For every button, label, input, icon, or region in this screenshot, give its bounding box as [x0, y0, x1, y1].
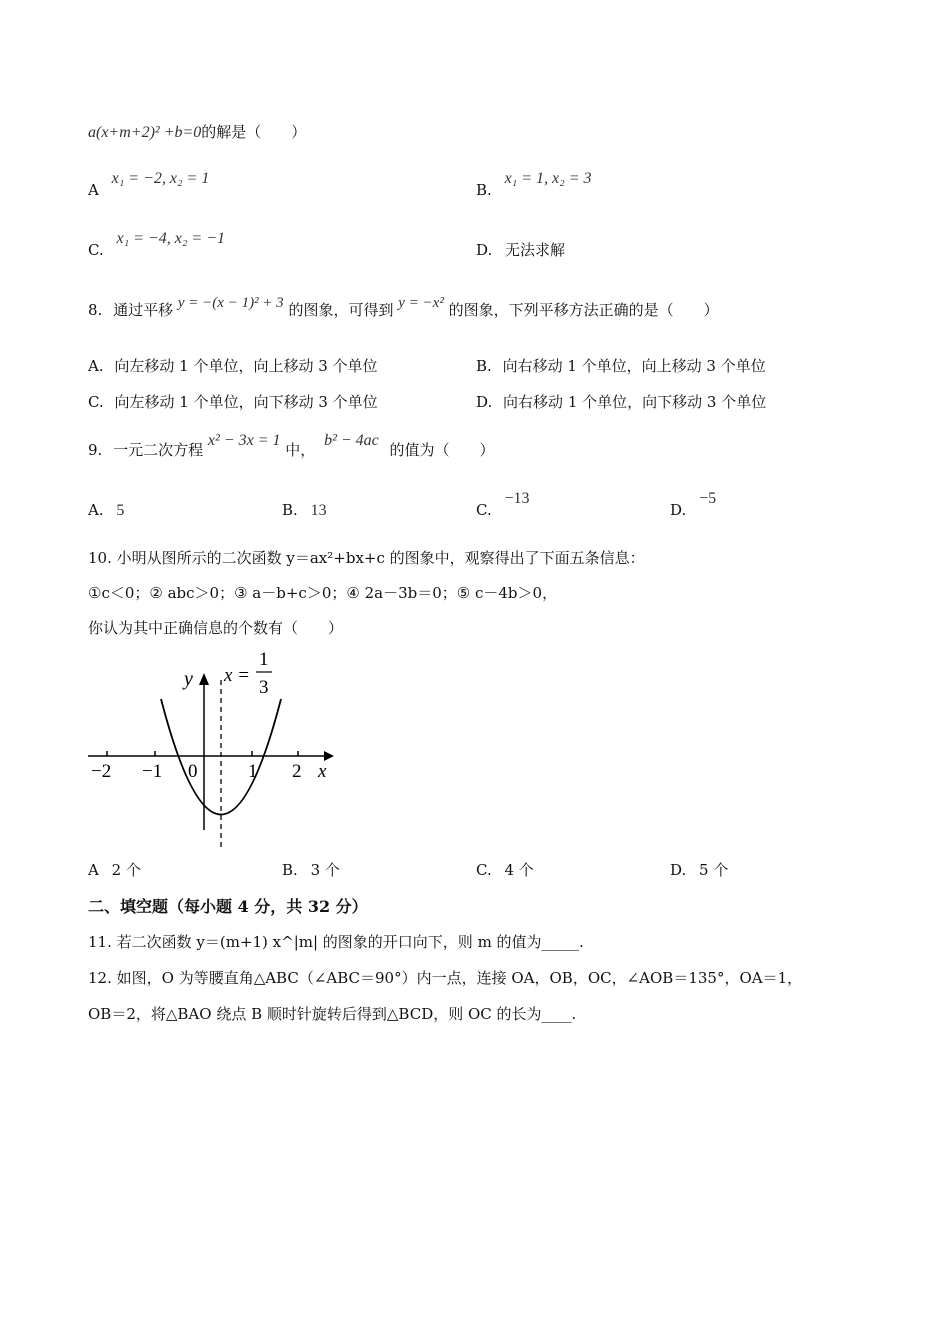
- q8-option-b-label: B.: [476, 357, 492, 375]
- y-axis-arrow: [199, 673, 209, 685]
- q10-option-d-label: D.: [670, 861, 687, 879]
- q9-option-d-text: −5: [699, 490, 717, 507]
- q7-option-c: [88, 230, 226, 261]
- tick-label-neg1: −1: [142, 761, 163, 782]
- y-label: y: [184, 668, 193, 690]
- q7-option-d-text: 无法求解: [505, 241, 566, 259]
- q8-pre: 通过平移: [113, 301, 174, 319]
- q8-option-c: [88, 392, 378, 412]
- tick-label-1: 1: [248, 761, 258, 782]
- q7-option-a: [88, 170, 210, 201]
- section-2-title: 二、填空题（每小题 4 分，共 32 分）: [88, 897, 368, 916]
- q8-number: 8.: [88, 301, 103, 319]
- q8-option-a: [88, 356, 378, 376]
- tick-label-2: 2: [292, 761, 302, 782]
- q7-option-a-text: x₁ = −2, x₂ = 1: [111, 170, 210, 187]
- q10-option-c-label: C.: [476, 861, 492, 879]
- q8-option-c-text: 向左移动 1 个单位，向下移动 3 个单位: [114, 393, 378, 411]
- q7-option-c-text: x₁ = −4, x₂ = −1: [116, 230, 226, 247]
- q10-option-a-label: A: [88, 861, 99, 879]
- q8-option-b-text: 向右移动 1 个单位，向上移动 3 个单位: [502, 357, 766, 375]
- q9-option-a: [88, 500, 124, 521]
- q8-option-a-label: A.: [88, 357, 104, 375]
- q7-stem-text: 的解是（ ）: [201, 123, 307, 141]
- tick-label-0: 0: [188, 761, 198, 782]
- q9-option-a-label: A.: [88, 501, 104, 519]
- q7-option-d: [476, 240, 565, 260]
- q9-option-c-text: −13: [504, 490, 530, 507]
- symmetry-eq: x =: [224, 665, 251, 686]
- q10-option-b-label: B.: [282, 861, 298, 879]
- q9-post: 的值为（ ）: [389, 441, 495, 459]
- q8-option-c-label: C.: [88, 393, 104, 411]
- q8-option-a-text: 向左移动 1 个单位，向上移动 3 个单位: [114, 357, 378, 375]
- q8-stem: [88, 295, 719, 321]
- q9-option-c-label: C.: [476, 501, 492, 519]
- q10-line-1: 10. 小明从图所示的二次函数 y＝ax²+bx+c 的图象中，观察得出了下面五条信息：: [88, 549, 645, 567]
- q9-option-c: [476, 490, 530, 521]
- q9-number: 9.: [88, 441, 103, 459]
- q10-option-a: [88, 860, 141, 880]
- q10-option-b-text: 3 个: [310, 861, 340, 879]
- q9-equation: x² − 3x = 1: [207, 432, 281, 449]
- q7-option-c-label: C.: [88, 241, 104, 259]
- q8-option-d-text: 向右移动 1 个单位，向下移动 3 个单位: [503, 393, 767, 411]
- q7-option-b-text: x₁ = 1, x₂ = 3: [504, 170, 592, 187]
- q10-option-c-text: 4 个: [504, 861, 534, 879]
- q10-option-c: [476, 860, 534, 880]
- q9-discriminant: b² − 4ac: [324, 432, 379, 449]
- q8-equation-2: y = −x²: [398, 295, 444, 311]
- q12-line-2: OB＝2，将△BAO 绕点 B 顺时针旋转后得到△BCD，则 OC 的长为____.: [88, 1005, 577, 1023]
- q7-stem: [88, 122, 306, 143]
- tick-label-neg2: −2: [91, 761, 112, 782]
- q7-option-a-label: A: [88, 181, 99, 199]
- q8-mid: 的图象，可得到: [288, 301, 394, 319]
- q8-post: 的图象，下列平移方法正确的是（ ）: [448, 301, 719, 319]
- frac-denominator: 3: [259, 677, 269, 698]
- q9-option-b-text: 13: [310, 502, 327, 519]
- q8-option-d-label: D.: [476, 393, 493, 411]
- q8-option-b: [476, 356, 766, 376]
- q7-stem-equation: a(x+m+2)² +b=0: [88, 124, 202, 141]
- q10-option-d: [670, 860, 728, 880]
- q9-option-b: [282, 500, 327, 521]
- q9-mid: 中，: [285, 441, 316, 459]
- q9-option-a-text: 5: [116, 502, 125, 519]
- q9-option-d: [670, 490, 717, 521]
- q8-option-d: [476, 392, 766, 412]
- q7-option-d-label: D.: [476, 241, 493, 259]
- q9-option-b-label: B.: [282, 501, 298, 519]
- frac-numerator: 1: [259, 649, 269, 670]
- q9-option-d-label: D.: [670, 501, 687, 519]
- q10-option-d-text: 5 个: [699, 861, 729, 879]
- parabola-graph: [84, 645, 344, 855]
- q11-text: 11. 若二次函数 y＝(m+1) x^|m| 的图象的开口向下，则 m 的值为_____.: [88, 933, 584, 951]
- q10-option-b: [282, 860, 340, 880]
- q10-line-2: ①c＜0；② abc＞0；③ a－b+c＞0；④ 2a－3b＝0；⑤ c－4b＞0，: [88, 584, 558, 602]
- q12-line-1: 12. 如图，O 为等腰直角△ABC（∠ABC＝90°）内一点，连接 OA，OB，OC，∠AOB＝135°，OA＝1，: [88, 969, 803, 987]
- q7-option-b: [476, 170, 592, 201]
- q10-option-a-text: 2 个: [111, 861, 141, 879]
- x-axis-arrow: [324, 751, 334, 761]
- q9-pre: 一元二次方程: [113, 441, 204, 459]
- q8-equation-1: y = −(x − 1)² + 3: [177, 295, 284, 311]
- q10-line-3: 你认为其中正确信息的个数有（ ）: [88, 619, 344, 637]
- q7-option-b-label: B.: [476, 181, 492, 199]
- q9-stem: [88, 432, 495, 461]
- x-label: x: [318, 761, 327, 782]
